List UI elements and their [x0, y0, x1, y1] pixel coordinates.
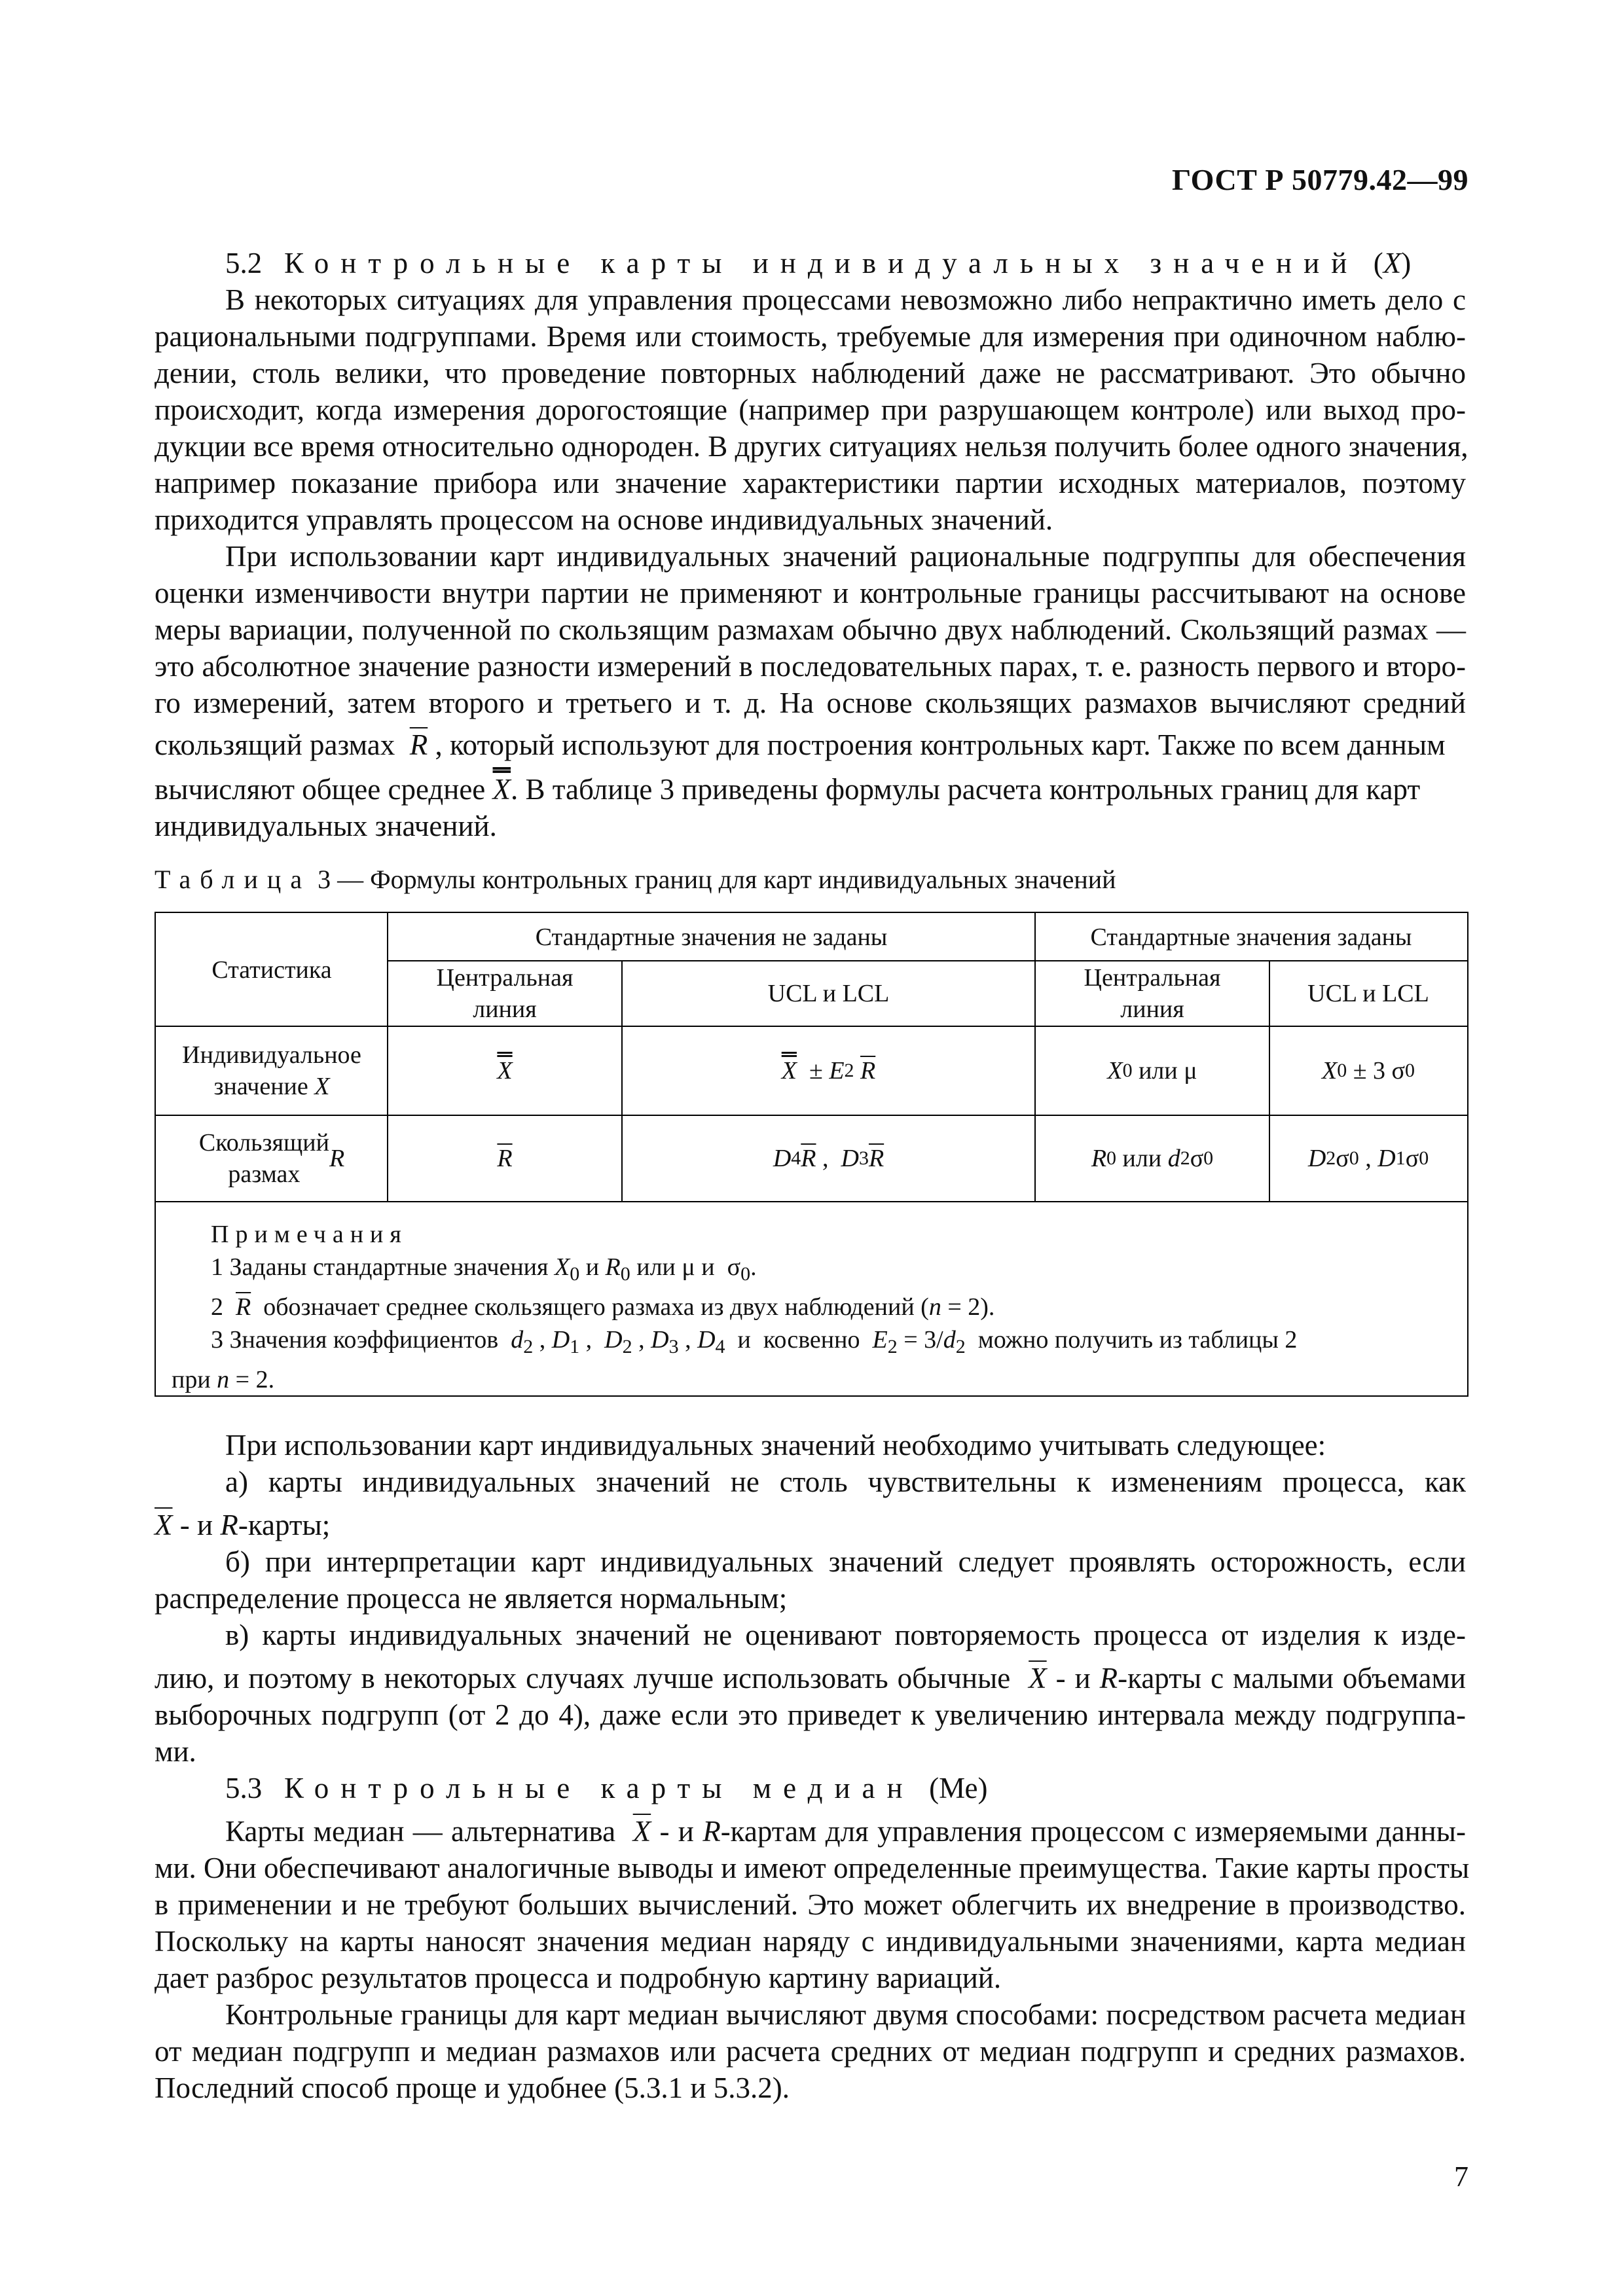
paragraph-line: го измерений, затем второго и третьего и т. д. На основе скользящих размахов вычисляют средний: [155, 687, 1466, 719]
note-1: 1 Заданы стандартные значения $X_0$ и $R_0$ или μ и $\sigma_0$.: [211, 1253, 757, 1285]
section-title: Контрольные карты медиан: [284, 1772, 915, 1804]
paragraph-line: рациональными подгруппами. Время или стоимость, требуемые для измерения при одиночном наблю-: [155, 320, 1466, 353]
row-individual-value-symbol: [156, 1067, 388, 1100]
r-bar-symbol: $\overline{R}$: [409, 728, 428, 761]
header-statistics: Статистика: [211, 956, 332, 984]
x-double-bar-symbol: X: [492, 773, 511, 806]
paragraph-line: Карты медиан — альтернатива $\overline{X}$ - и R-картам для управления процессом с измеряемыми данны-: [225, 1815, 1466, 1848]
header-standard-not-given: Стандартные значения не заданы: [535, 923, 888, 951]
header-central-line-given: Центральная линия: [1084, 964, 1221, 1023]
cell-x-limits: X ± E 2 $\overline{R}$: [781, 1057, 876, 1085]
paragraph-line: от медиан подгрупп и медиан размахов или расчета средних от медиан подгрупп и средних размахов.: [155, 2035, 1466, 2068]
paragraph-line: При использовании карт индивидуальных значений необходимо учитывать следующее:: [225, 1429, 1326, 1462]
paragraph-line: скользящий размах $\overline{R}$ , который используют для построения контрольных карт. Также по всем данным: [155, 728, 1446, 761]
cell-r-bar: $\overline{R}$: [497, 1145, 513, 1172]
note-3: 3 Значения коэффициентов $d_2$ , $D_1$ , $D_2$ , $D_3$ , $D_4$ и косвенно $E_2 = 3/d_2$ можно получить из таблицы 2: [211, 1326, 1298, 1357]
cell-r-limits: D 4 $\overline{R}$ , D 3 $\overline{R}$: [773, 1145, 884, 1172]
paragraph-line: лию, и поэтому в некоторых случаях лучше использовать обычные $\overline{X}$ - и R-карты с малыми объемами: [155, 1662, 1467, 1695]
paragraph-line: ми.: [155, 1735, 196, 1768]
paragraph-line: В некоторых ситуациях для управления процессами невозможно либо непрактично иметь дело с: [225, 283, 1466, 316]
header-ucl-lcl: UCL и LCL: [767, 980, 890, 1007]
paragraph-line: например показание прибора или значение характеристики партии исходных материалов, поэтому: [155, 467, 1466, 499]
section-5-2-heading: 5.2 Контрольные карты индивидуальных значений (X): [225, 247, 1412, 279]
table-caption: Таблица 3 — Формулы контрольных границ для карт индивидуальных значений: [155, 865, 1116, 894]
paragraph-line: вычисляют общее среднее X. В таблице 3 приведены формулы расчета контрольных границ для карт: [155, 773, 1421, 806]
paragraph-line: меры вариации, полученной по скользящим размахам обычно двух наблюдений. Скользящий размах —: [155, 613, 1466, 646]
paragraph-line: б) при интерпретации карт индивидуальных значений следует проявлять осторожность, если: [225, 1545, 1466, 1578]
section-5-3-heading: 5.3 Контрольные карты медиан (Ме): [225, 1772, 988, 1804]
paragraph-line: дении, столь велики, что проведение повторных наблюдений даже не рассматривают. Это обычно: [155, 357, 1466, 389]
row-individual-value: Индивидуальное значение X: [182, 1041, 361, 1100]
paragraph-line: происходит, когда измерения дорогостоящие (например при разрушающем контроле) или выход про-: [155, 393, 1466, 426]
paragraph-line: распределение процесса не является нормальным;: [155, 1582, 788, 1615]
cell-r0-or-d2: R 0 или d 2 σ 0: [1091, 1145, 1214, 1172]
notes-title: Примечания: [211, 1221, 408, 1248]
header-ucl-lcl-given: UCL и LCL: [1307, 980, 1429, 1007]
header-standard-given: Стандартные значения заданы: [1090, 923, 1412, 951]
row-moving-range: Скользящий размах R: [198, 1129, 345, 1188]
note-2: 2 $\overline{R}$ обозначает среднее скользящего размаха из двух наблюдений (n = 2).: [211, 1293, 995, 1321]
cell-x-double-bar: X: [497, 1057, 513, 1085]
note-3-continued: при n = 2.: [172, 1366, 275, 1393]
cell-x0-or-mu: X 0 или μ: [1107, 1057, 1197, 1085]
paragraph-line: это абсолютное значение разности измерений в последовательных парах, т. е. разность первого и второ-: [155, 650, 1466, 683]
paragraph-line: в) карты индивидуальных значений не оценивают повторяемость процесса от изделия к изде-: [225, 1619, 1466, 1651]
paragraph-line: индивидуальных значений.: [155, 810, 497, 842]
paragraph-line: $\overline{X}$ - и R-карты;: [155, 1509, 331, 1541]
paragraph-line: Поскольку на карты наносят значения медиан наряду с индивидуальными значениями, карта медиан: [155, 1925, 1466, 1958]
paragraph-line: в применении и не требуют больших вычислений. Это может облегчить их внедрение в производство.: [155, 1888, 1466, 1921]
document-header: ГОСТ Р 50779.42—99: [1172, 163, 1468, 196]
table-notes: [172, 1218, 1451, 1396]
paragraph-line: дает разброс результатов процесса и подробную картину вариаций.: [155, 1962, 1002, 1994]
paragraph-line: приходится управлять процессом на основе индивидуальных значений.: [155, 503, 1053, 536]
page-number: 7: [1454, 2161, 1468, 2193]
header-central-line: Центральная линия: [436, 964, 574, 1023]
paragraph-line: При использовании карт индивидуальных значений рациональные подгруппы для обеспечения: [225, 540, 1466, 573]
paragraph-line: дукции все время относительно однороден. В других ситуациях нельзя получить более одного значения,: [155, 430, 1468, 463]
paragraph-line: оценки изменчивости внутри партии не применяют и контрольные границы рассчитывают на основе: [155, 577, 1466, 609]
paragraph-line: ми. Они обеспечивают аналогичные выводы и имеют определенные преимущества. Такие карты просты: [155, 1852, 1470, 1884]
paragraph-line: Последний способ проще и удобнее (5.3.1 и 5.3.2).: [155, 2072, 790, 2104]
cell-d-sigma: D 2 σ 0 , D 1 σ 0: [1307, 1145, 1429, 1172]
cell-x0-sigma: X 0 ± 3 σ 0: [1321, 1057, 1415, 1085]
paragraph-line: выборочных подгрупп (от 2 до 4), даже если это приведет к увеличению интервала между подгруппа-: [155, 1698, 1466, 1731]
paragraph-line: а) карты индивидуальных значений не столь чувствительны к изменениям процесса, как: [225, 1465, 1466, 1498]
paragraph-line: Контрольные границы для карт медиан вычисляют двумя способами: посредством расчета медиан: [225, 1998, 1466, 2031]
formula-table: [155, 912, 1468, 1397]
section-title: Контрольные карты индивидуальных значений: [284, 247, 1359, 279]
